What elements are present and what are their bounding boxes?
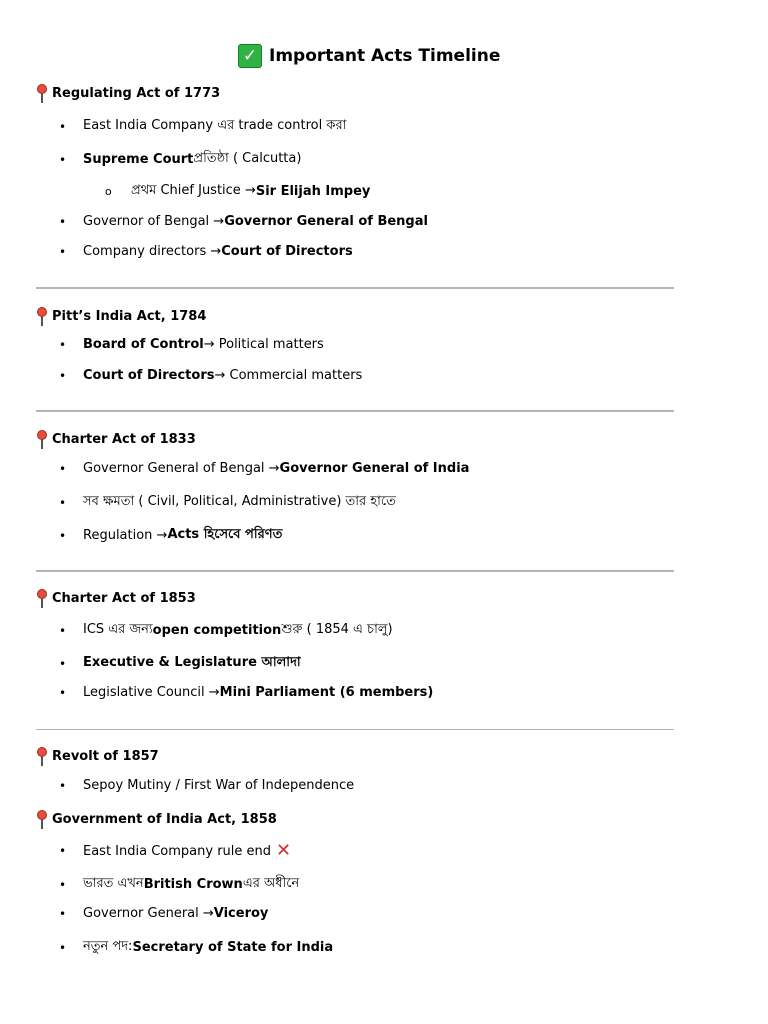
list-item: • Legislative Council → Mini Parliament (6 members) bbox=[59, 685, 434, 700]
list-item: • East India Company এর trade control করা bbox=[59, 118, 347, 134]
cross-mark-icon: ✕ bbox=[276, 840, 292, 861]
pushpin-icon bbox=[36, 430, 48, 449]
section-heading-revolt-1857 bbox=[36, 747, 159, 766]
list-item: • ICS এর জন্য open competition শুরু ( 1854 এ চালু) bbox=[59, 622, 393, 638]
pushpin-icon bbox=[36, 84, 48, 103]
heading-text: Pitt’s India Act, 1784 bbox=[52, 309, 207, 324]
list-item: • Governor General → Viceroy bbox=[59, 906, 269, 921]
list-item: • Regulation → Acts হিসেবে পরিণত bbox=[59, 527, 283, 543]
list-item: • Governor of Bengal → Governor General of Bengal bbox=[59, 214, 428, 229]
pushpin-icon bbox=[36, 307, 48, 326]
list-item: • Governor General of Bengal → Governor General of India bbox=[59, 461, 470, 476]
divider bbox=[36, 287, 674, 289]
divider bbox=[36, 410, 674, 412]
pushpin-icon bbox=[36, 747, 48, 766]
divider bbox=[36, 729, 674, 730]
list-item: • সব ক্ষমতা ( Civil, Political, Administrative) তার হাতে bbox=[59, 494, 396, 510]
list-item: • নতুন পদ: Secretary of State for India bbox=[59, 939, 334, 955]
list-item: • East India Company rule end ✕ bbox=[59, 840, 292, 861]
heading-text: Regulating Act of 1773 bbox=[52, 86, 221, 101]
section-heading-charter-act-1853 bbox=[36, 589, 196, 608]
page-title bbox=[238, 44, 500, 68]
list-item: • Company directors → Court of Directors bbox=[59, 244, 353, 259]
list-item: • Sepoy Mutiny / First War of Independence bbox=[59, 778, 355, 793]
pushpin-icon bbox=[36, 589, 48, 608]
list-item: • Supreme Court প্রতিষ্ঠা ( Calcutta) bbox=[59, 151, 302, 167]
list-item: • ভারত এখন British Crown এর অধীনে bbox=[59, 876, 300, 892]
divider bbox=[36, 570, 674, 572]
section-heading-charter-act-1833 bbox=[36, 430, 196, 449]
list-item: • Board of Control → Political matters bbox=[59, 337, 324, 352]
list-item: • Court of Directors → Commercial matters bbox=[59, 368, 363, 383]
list-item: • Executive & Legislature আলাদা bbox=[59, 655, 301, 671]
section-heading-goi-act-1858 bbox=[36, 810, 277, 829]
check-mark-icon: ✓ bbox=[238, 44, 262, 68]
title-text: Important Acts Timeline bbox=[269, 46, 501, 66]
heading-text: Charter Act of 1833 bbox=[52, 432, 196, 447]
pushpin-icon bbox=[36, 810, 48, 829]
sub-list-item: o প্রথম Chief Justice → Sir Elijah Impey bbox=[105, 183, 371, 199]
heading-text: Charter Act of 1853 bbox=[52, 591, 196, 606]
heading-text: Revolt of 1857 bbox=[52, 749, 159, 764]
section-heading-regulating-act bbox=[36, 84, 220, 103]
heading-text: Government of India Act, 1858 bbox=[52, 812, 277, 827]
section-heading-pitts-india-act bbox=[36, 307, 206, 326]
